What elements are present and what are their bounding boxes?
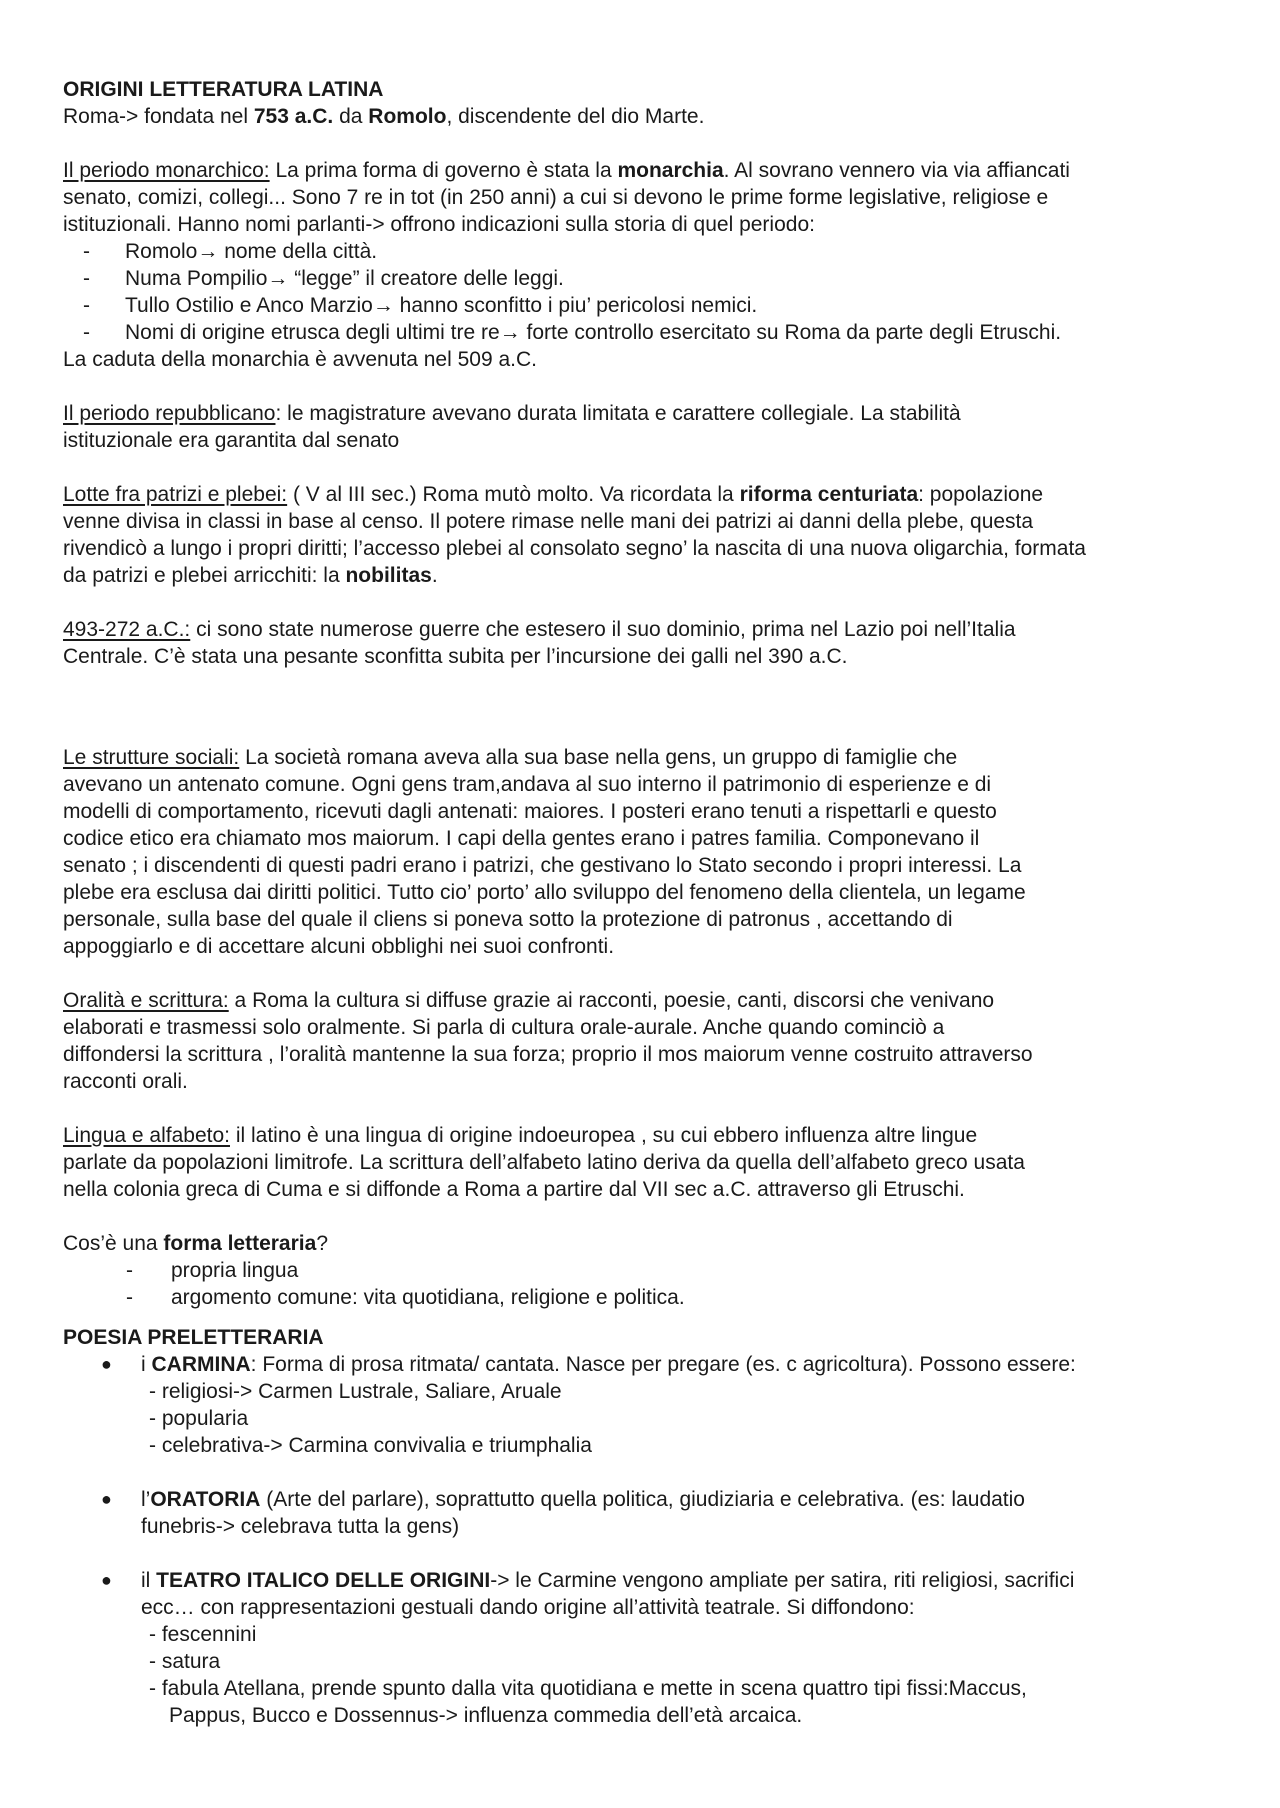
list-item: - propria lingua [126, 1259, 299, 1282]
section-strutture: Le strutture sociali: La società romana aveva alla sua base nella gens, un gruppo di famiglie che avevano un antenato comune. Ogni gens tram,andava al suo interno il patrimonio di esperienze e di modelli di comportamento, ricevuti dagli antenati: maiores. I posteri erano tenuti a rispettarli e questo codice etico era chiamato mos maiorum. I capi della gentes erano i patres familia. Componevano il senato ; i discendenti di questi padri erano i patrizi, che gestivano lo Stato secondo i propri interessi. La plebe era esclusa dai diritti politici. Tutto cio’ porto’ allo sviluppo del fenomeno della clientela, un legame personale, sulla base del quale il cliens si poneva sotto la protezione di patronus , accettando di appoggiarlo e di accettare alcuni obblighi nei suoi confronti. [63, 746, 1026, 958]
section-monarchico: Il periodo monarchico: La prima forma di governo è stata la monarchia. Al sovrano vennero via via affiancati senato, comizi, collegi... Sono 7 re in tot (in 250 anni) a cui si devono le prime forme legislative, religiose e istituzionali. Hanno nomi parlanti-> offrono indicazioni sulla storia di quel periodo: - Romolo→ nome della città. - Numa Pompilio→ “legge” il creatore delle leggi. - Tullo Ostilio e Anco Marzio→ hanno sconfitto i piu’ pericolosi nemici. - Nomi di origine etrusca degli ultimi tre re→ forte controllo esercitato su Roma da parte degli Etruschi. La caduta della monarchia è avvenuta nel 509 a.C. [63, 157, 1233, 373]
intro-line: Roma-> fondata nel 753 a.C. da Romolo, discendente del dio Marte. [63, 105, 705, 128]
section-heading: Lingua e alfabeto: [63, 1124, 230, 1147]
section-lingua: Lingua e alfabeto: il latino è una lingua di origine indoeuropea , su cui ebbero influenza altre lingue parlate da popolazioni limitrofe. La scrittura dell’alfabeto latino deriva da quella dell’alfabeto greco usata nella colonia greca di Cuma e si diffonde a Roma a partire dal VII sec a.C. attraverso gli Etruschi. [63, 1124, 1025, 1201]
section-heading: 493-272 a.C.: [63, 618, 191, 641]
list-item: ● i CARMINA: Forma di prosa ritmata/ cantata. Nasce per pregare (es. c agricoltura). Possono essere: [63, 1351, 1233, 1378]
list-item: - argomento comune: vita quotidiana, religione e politica. [126, 1286, 685, 1309]
section-title: POESIA PRELETTERARIA [63, 1326, 324, 1349]
list-item: - Tullo Ostilio e Anco Marzio→ hanno sconfitto i piu’ pericolosi nemici. [83, 294, 758, 317]
section-repubblicano: Il periodo repubblicano: le magistrature avevano durata limitata e carattere collegiale. La stabilità istituzionale era garantita dal senato [63, 402, 961, 452]
section-forma: Cos’è una forma letteraria? - propria lingua - argomento comune: vita quotidiana, religione e politica. [63, 1230, 1233, 1311]
section-heading: Il periodo repubblicano [63, 402, 276, 425]
section-guerre: 493-272 a.C.: ci sono state numerose guerre che estesero il suo dominio, prima nel Lazio poi nell’Italia Centrale. C’è stata una pesante sconfitta subita per l’incursione dei galli nel 390 a.C. [63, 618, 1016, 668]
bullet-icon: ● [101, 1489, 112, 1509]
section-heading: Lotte fra patrizi e plebei: [63, 483, 288, 506]
section-heading: Il periodo monarchico: [63, 159, 270, 182]
section-lotte: Lotte fra patrizi e plebei: ( V al III sec.) Roma mutò molto. Va ricordata la riforma centuriata: popolazione venne divisa in classi in base al censo. Il potere rimase nelle mani dei patrizi ai danni della plebe, questa rivendicò a lungo i propri diritti; l’accesso plebei al consolato segno’ la nascita di una nuova oligarchia, formata da patrizi e plebei arricchiti: la nobilitas. [63, 483, 1086, 587]
document-title: ORIGINI LETTERATURA LATINA [63, 78, 384, 101]
list-item: ● il TEATRO ITALICO DELLE ORIGINI-> le Carmine vengono ampliate per satira, riti religiosi, sacrifici [63, 1567, 1233, 1594]
bullet-icon: ● [101, 1354, 112, 1374]
section-poesia: POESIA PRELETTERARIA ● i CARMINA: Forma di prosa ritmata/ cantata. Nasce per pregare (es. c agricoltura). Possono essere: - religiosi-> Carmen Lustrale, Saliare, Aruale - popularia - celebrativa-> Carmina convivalia e triumphalia ● l’ORATORIA (Arte del parlare), soprattutto quella politica, giudiziaria e celebrativa. (es: laudatio funebris-> celebrava tutta la gens) ● il TEATRO ITALICO DELLE ORIGINI-> le Carmine vengono ampliate per satira, riti religiosi, sacrifici ecc… con rappresentazioni gestuali dando origine all’attività teatrale. Si diffondono: - fescennini - satura - fabula Atellana, prende spunto dalla vita quotidiana e mette in scena quattro tipi fissi:Maccus, Pappus, Bucco e Dossennus-> influenza commedia dell’età arcaica. [63, 1324, 1233, 1729]
bullet-icon: ● [101, 1570, 112, 1590]
list-item: - Numa Pompilio→ “legge” il creatore delle leggi. [83, 267, 564, 290]
list-item: - Nomi di origine etrusca degli ultimi tre re→ forte controllo esercitato su Roma da parte degli Etruschi. [83, 321, 1062, 344]
section-heading: Oralità e scrittura: [63, 989, 229, 1012]
list-item: ● l’ORATORIA (Arte del parlare), soprattutto quella politica, giudiziaria e celebrativa. (es: laudatio [63, 1486, 1233, 1513]
list-item: - Romolo→ nome della città. [83, 240, 378, 263]
section-oralita: Oralità e scrittura: a Roma la cultura si diffuse grazie ai racconti, poesie, canti, discorsi che venivano elaborati e trasmessi solo oralmente. Si parla di cultura orale-aurale. Anche quando cominciò a diffondersi la scrittura , l’oralità mantenne la sua forza; proprio il mos maiorum venne costruito attraverso racconti orali. [63, 989, 1033, 1093]
section-heading: Le strutture sociali: [63, 746, 240, 769]
document-page [63, 76, 1233, 1729]
